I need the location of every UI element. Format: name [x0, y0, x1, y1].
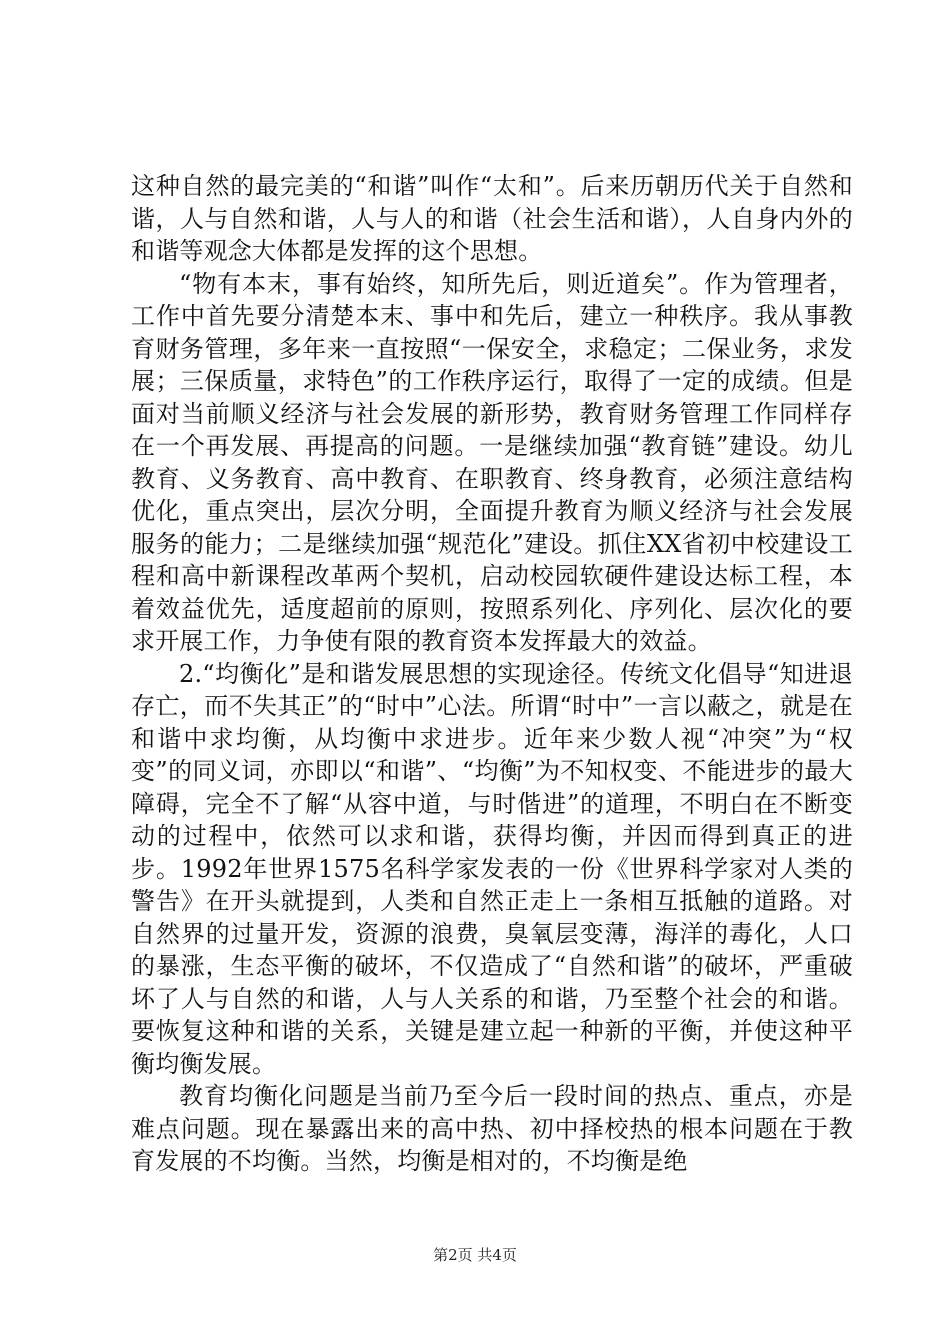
paragraph-1: 这种自然的最完美的“和谐”叫作“太和”。后来历朝历代关于自然和谐，人与自然和谐，人与人的和谐（社会生活和谐），人自身内外的和谐等观念大体都是发挥的这个思想。	[131, 172, 853, 265]
document-body	[131, 170, 853, 1178]
page-footer: 第2页 共4页	[433, 1246, 517, 1264]
paragraph-2: “物有本末，事有始终，知所先后，则近道矣”。作为管理者，工作中首先要分清楚本末、事中和先后，建立一种秩序。我从事教育财务管理，多年来一直按照“一保安全，求稳定；二保业务，求发展；三保质量，求特色”的工作秩序运行，取得了一定的成绩。但是面对当前顺义经济与社会发展的新形势，教育财务管理工作同样存在一个再发展、再提高的问题。一是继续加强“教育链”建设。幼儿教育、义务教育、高中教育、在职教育、终身教育，必须注意结构优化，重点突出，层次分明，全面提升教育为顺义经济与社会发展服务的能力；二是继续加强“规范化”建设。抓住XX省初中校建设工程和高中新课程改革两个契机，启动校园软硬件建设达标工程，本着效益优先，适度超前的原则，按照系列化、序列化、层次化的要求开展工作，力争使有限的教育资本发挥最大的效益。	[131, 269, 853, 655]
paragraph-3: 2.“均衡化”是和谐发展思想的实现途径。传统文化倡导“知进退存亡，而不失其正”的“时中”心法。所谓“时中”一言以蔽之，就是在和谐中求均衡，从均衡中求进步。近年来少数人视“冲突”为“权变”的同义词，亦即以“和谐”、“均衡”为不知权变、不能进步的最大障碍，完全不了解“从容中道，与时偕进”的道理，不明白在不断变动的过程中，依然可以求和谐，获得均衡，并因而得到真正的进步。1992年世界1575名科学家发表的一份《世界科学家对人类的警告》在开头就提到，人类和自然正走上一条相互抵触的道路。对自然界的过量开发，资源的浪费，臭氧层变薄，海洋的毒化，人口的暴涨，生态平衡的破坏，不仅造成了“自然和谐”的破坏，严重破坏了人与自然的和谐，人与人关系的和谐，乃至整个社会的和谐。要恢复这种和谐的关系，关键是建立起一种新的平衡，并使这种平衡均衡发展。	[131, 659, 853, 1078]
paragraph-4: 教育均衡化问题是当前乃至今后一段时间的热点、重点，亦是难点问题。现在暴露出来的高中热、初中择校热的根本问题在于教育发展的不均衡。当然，均衡是相对的，不均衡是绝	[131, 1082, 853, 1175]
